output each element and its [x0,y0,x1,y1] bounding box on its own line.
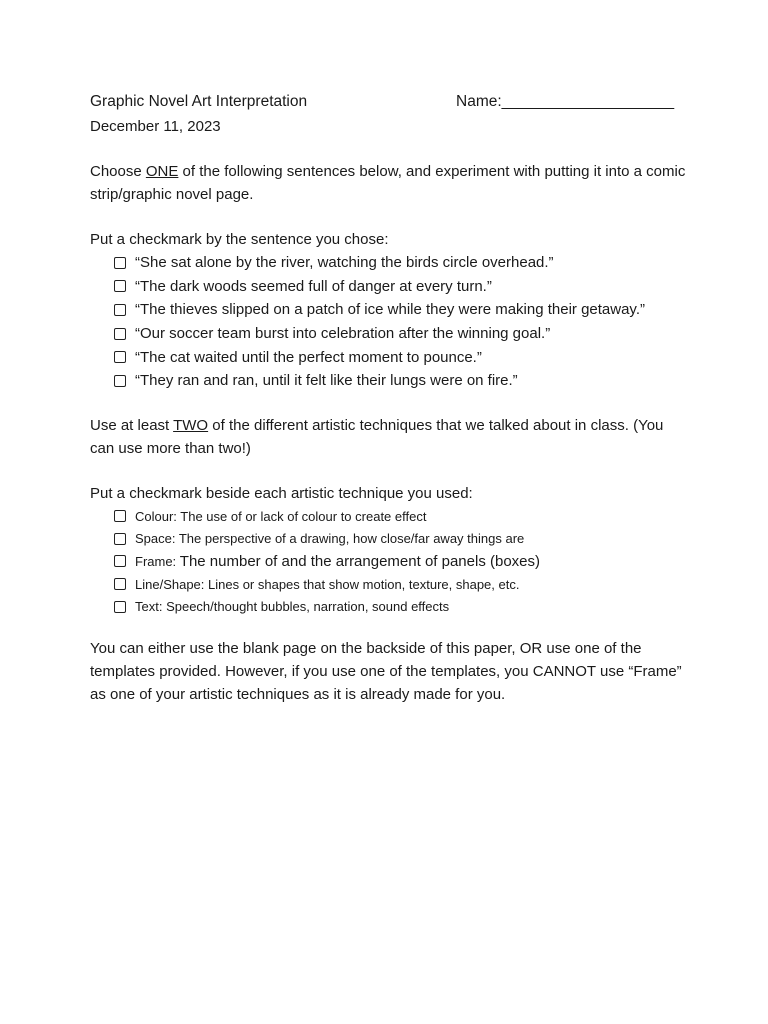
checkbox-icon[interactable] [114,304,126,316]
techniques-paragraph [90,414,690,460]
techniques-emphasis: TWO [173,417,209,434]
sentence-text: “They ran and ran, until it felt like their lungs were on fire.” [135,372,518,390]
checkbox-icon[interactable] [114,578,126,590]
intro-pre: Choose [90,163,146,180]
worksheet-date: December 11, 2023 [90,118,221,135]
sentence-item[interactable] [114,345,645,369]
technique-list [114,505,540,618]
technique-label: Frame: [135,553,180,569]
technique-text: Text: Speech/thought bubbles, narration, sound effects [135,599,450,615]
technique-item-line-shape[interactable] [114,573,540,596]
checkbox-icon[interactable] [114,533,126,545]
technique-item-colour[interactable] [114,505,540,528]
technique-item-text[interactable] [114,595,540,618]
intro-paragraph [90,160,690,206]
checkbox-icon[interactable] [114,375,126,387]
technique-text: The number of and the arrangement of panels (boxes) [179,552,541,570]
checkbox-icon[interactable] [114,351,126,363]
sentence-text: “The cat waited until the perfect moment to pounce.” [135,348,482,366]
checkbox-icon[interactable] [114,328,126,340]
checkbox-icon[interactable] [114,280,126,292]
sentence-list [114,251,645,393]
sentence-text: “She sat alone by the river, watching the birds circle overhead.” [135,254,554,272]
techniques-pre: Use at least [90,417,174,434]
technique-text: Line/Shape: Lines or shapes that show motion, texture, shape, etc. [135,576,520,592]
sentence-item[interactable] [114,369,645,393]
sentence-item[interactable] [114,251,645,275]
checkbox-icon[interactable] [114,257,126,269]
sentence-item[interactable] [114,275,645,299]
sentence-text: “The dark woods seemed full of danger at every turn.” [135,277,492,295]
worksheet-title: Graphic Novel Art Interpretation [90,93,308,110]
checkbox-icon[interactable] [114,601,126,613]
sentence-item[interactable] [114,298,645,322]
technique-text: Space: The perspective of a drawing, how close/far away things are [135,531,525,547]
techniques-post: of the different artistic techniques that we talked about in class. (You can use more than two!) [90,417,664,457]
technique-item-frame[interactable] [114,550,540,573]
technique-text: Colour: The use of or lack of colour to create effect [135,508,427,524]
sentence-item[interactable] [114,322,645,346]
intro-post: of the following sentences below, and experiment with putting it into a comic strip/graphic novel page. [90,163,686,203]
intro-emphasis: ONE [145,163,179,180]
sentence-prompt: Put a checkmark by the sentence you chose: [90,231,389,248]
sentence-text: “The thieves slipped on a patch of ice while they were making their getaway.” [135,301,645,319]
checkbox-icon[interactable] [114,555,126,567]
closing-paragraph: You can either use the blank page on the backside of this paper, OR use one of the templates provided. However, if you use one of the templates, you CANNOT use “Frame” as one of your artistic techniques as it is already made for you. [90,640,682,703]
checkbox-icon[interactable] [114,510,126,522]
header [90,93,680,115]
name-field[interactable]: Name:____________________ [456,93,675,110]
technique-prompt: Put a checkmark beside each artistic technique you used: [90,485,473,502]
technique-item-space[interactable] [114,528,540,551]
sentence-text: “Our soccer team burst into celebration after the winning goal.” [135,325,551,343]
